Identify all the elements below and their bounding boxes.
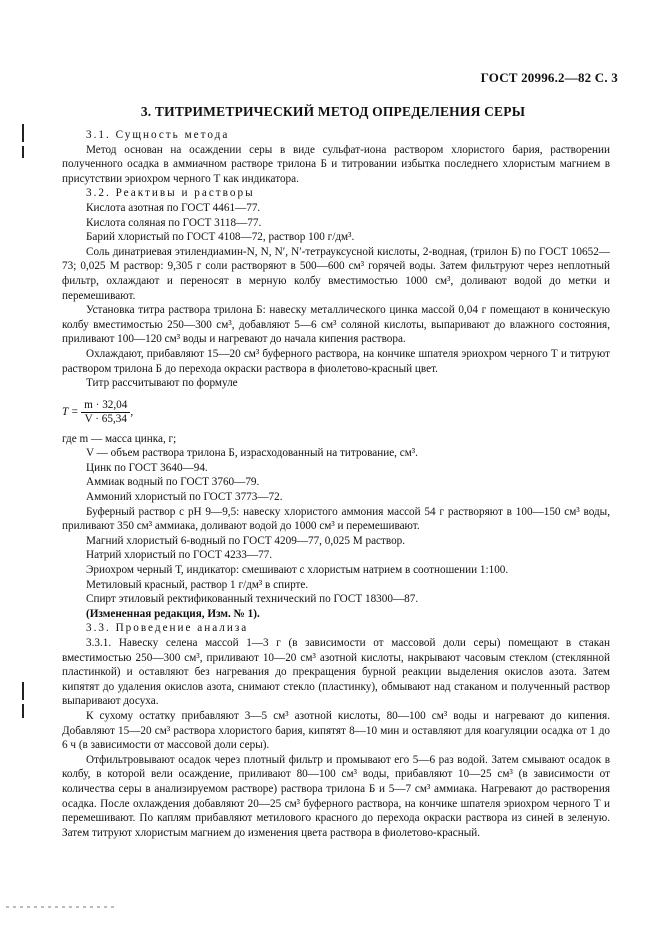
page-header: ГОСТ 20996.2—82 С. 3 xyxy=(480,70,618,85)
formula-numerator: m · 32,04 xyxy=(81,399,130,413)
scan-artifact xyxy=(6,906,116,908)
subsection-heading: 3.3. Проведение анализа xyxy=(86,622,249,635)
formula-lhs: T = xyxy=(62,405,79,418)
reagent-item: Барий хлористый по ГОСТ 4108—72, раствор 100 г/дм³. xyxy=(86,231,355,244)
paragraph: Охлаждают, прибавляют 15—20 см³ буферного раствора, на кончике шпателя эриохром черного Т и титруют раствором трилона Б до перехода окраски раствора в фиолетово-красный цвет. xyxy=(62,347,610,375)
titer-formula xyxy=(62,399,610,426)
reagent-item: Метиловый красный, раствор 1 г/дм³ в спирте. xyxy=(86,578,309,591)
reagent-item: Магний хлористый 6-водный по ГОСТ 4209—77, 0,025 М раствор. xyxy=(86,534,406,547)
reagent-item: Кислота азотная по ГОСТ 4461—77. xyxy=(86,201,261,214)
paragraph: Установка титра раствора трилона Б: навеску металлического цинка массой 0,04 г помещают в коническую колбу вместимостью 250—300 см³, добавляют 5—6 см³ соляной кислоты, выпаривают до влажного состояния, приливают 100—120 см³ воды и нагревают до начала кипения раствора. xyxy=(62,304,610,346)
paragraph: Титр рассчитывают по формуле xyxy=(86,377,238,390)
paragraph: Буферный раствор с рН 9—9,5: навеску хлористого аммония массой 54 г растворяют в 100—150 см³ воды, приливают 350 см³ аммиака, доливают водой до 1000 см³ и перемешивают. xyxy=(62,505,610,533)
paragraph: Отфильтровывают осадок через плотный фильтр и промывают его 5—6 раз водой. Затем смывают осадок в колбу, в которой вели осаждение, приливают 80—100 см³ воды, прибавляют 10—25 см³ (в зависимости от количества серы в анализируемом растворе) раствора трилона Б и 5—7 см³ аммиака. Нагревают до растворения осадка. После охлаждения добавляют 20—25 см³ буферного раствора, на кончике шпателя эриохром черного Т и перемешивают. По каплям прибавляют метилового красного до перехода окраски раствора из синей в зеленую. Затем титруют хлористым магнием до изменения цвета раствора в фиолетово-красный. xyxy=(62,753,610,839)
formula-tail: , xyxy=(130,405,134,418)
paragraph: Соль динатриевая этилендиамин-N, N, N′, N′-тетрауксусной кислоты, 2-водная, (трилон Б) по ГОСТ 10652—73; 0,025 М раствор: 9,305 г соли растворяют в 500—600 см³ горячей воды. Затем фильтруют через неплотный фильтр, охлаждают и переносят в мерную колбу вместимостью 1000 см³, доливают водой до метки и перемешивают. xyxy=(62,245,610,302)
margin-mark xyxy=(22,682,24,700)
paragraph: К сухому остатку прибавляют 3—5 см³ азотной кислоты, 80—100 см³ воды и нагревают до кипения. Добавляют 15—20 см³ раствора хлористого бария, кипятят 8—10 мин и оставляют для коагуляции осадка от 1 до 6 ч (в зависимости от массовой доли серы). xyxy=(62,709,610,752)
formula-legend: где m — масса цинка, г; xyxy=(62,432,177,445)
document-body xyxy=(62,128,610,840)
subsection-heading: 3.2. Реактивы и растворы xyxy=(86,187,255,200)
amendment-note: (Измененная редакция, Изм. № 1). xyxy=(86,607,260,620)
margin-mark xyxy=(22,704,24,718)
formula-denominator: V · 65,34 xyxy=(84,412,127,425)
reagent-item: Аммоний хлористый по ГОСТ 3773—72. xyxy=(86,491,283,504)
paragraph: Метод основан на осаждении серы в виде сульфат-иона раствором хлористого бария, растворении полученного осадка в аммиачном растворе трилона Б и титровании избытка последнего хлористым магнием в присутствии эриохром черного Т как индикатора. xyxy=(62,143,610,185)
reagent-item: Натрий хлористый по ГОСТ 4233—77. xyxy=(86,549,273,562)
reagent-item: Кислота соляная по ГОСТ 3118—77. xyxy=(86,216,262,229)
reagent-item: Спирт этиловый ректификованный технический по ГОСТ 18300—87. xyxy=(86,593,419,606)
paragraph: 3.3.1. Навеску селена массой 1—3 г (в зависимости от массовой доли серы) помещают в стакан вместимостью 250—300 см³, приливают 10—20 см³ азотной кислоты, накрывают часовым стеклом (стеклянной пластинкой) и оставляют без нагревания до прекращения бурной реакции выделения окислов азота. Затем кипятят до удаления окислов азота, снимают стекло (пластинку), обмывают над стаканом и полученный раствор выпаривают досуха. xyxy=(62,637,610,708)
reagent-item: Цинк по ГОСТ 3640—94. xyxy=(86,461,208,474)
reagent-item: Аммиак водный по ГОСТ 3760—79. xyxy=(86,476,260,489)
subsection-heading: 3.1. Сущность метода xyxy=(86,129,230,141)
margin-mark xyxy=(22,124,24,142)
margin-mark xyxy=(22,146,24,158)
reagent-item: Эриохром черный Т, индикатор: смешивают с хлористым натрием в соотношении 1:100. xyxy=(86,564,509,577)
section-title: 3. ТИТРИМЕТРИЧЕСКИЙ МЕТОД ОПРЕДЕЛЕНИЯ СЕРЫ xyxy=(140,104,526,119)
formula-fraction xyxy=(81,399,130,426)
formula-legend: V — объем раствора трилона Б, израсходованный на титрование, см³. xyxy=(86,447,418,460)
